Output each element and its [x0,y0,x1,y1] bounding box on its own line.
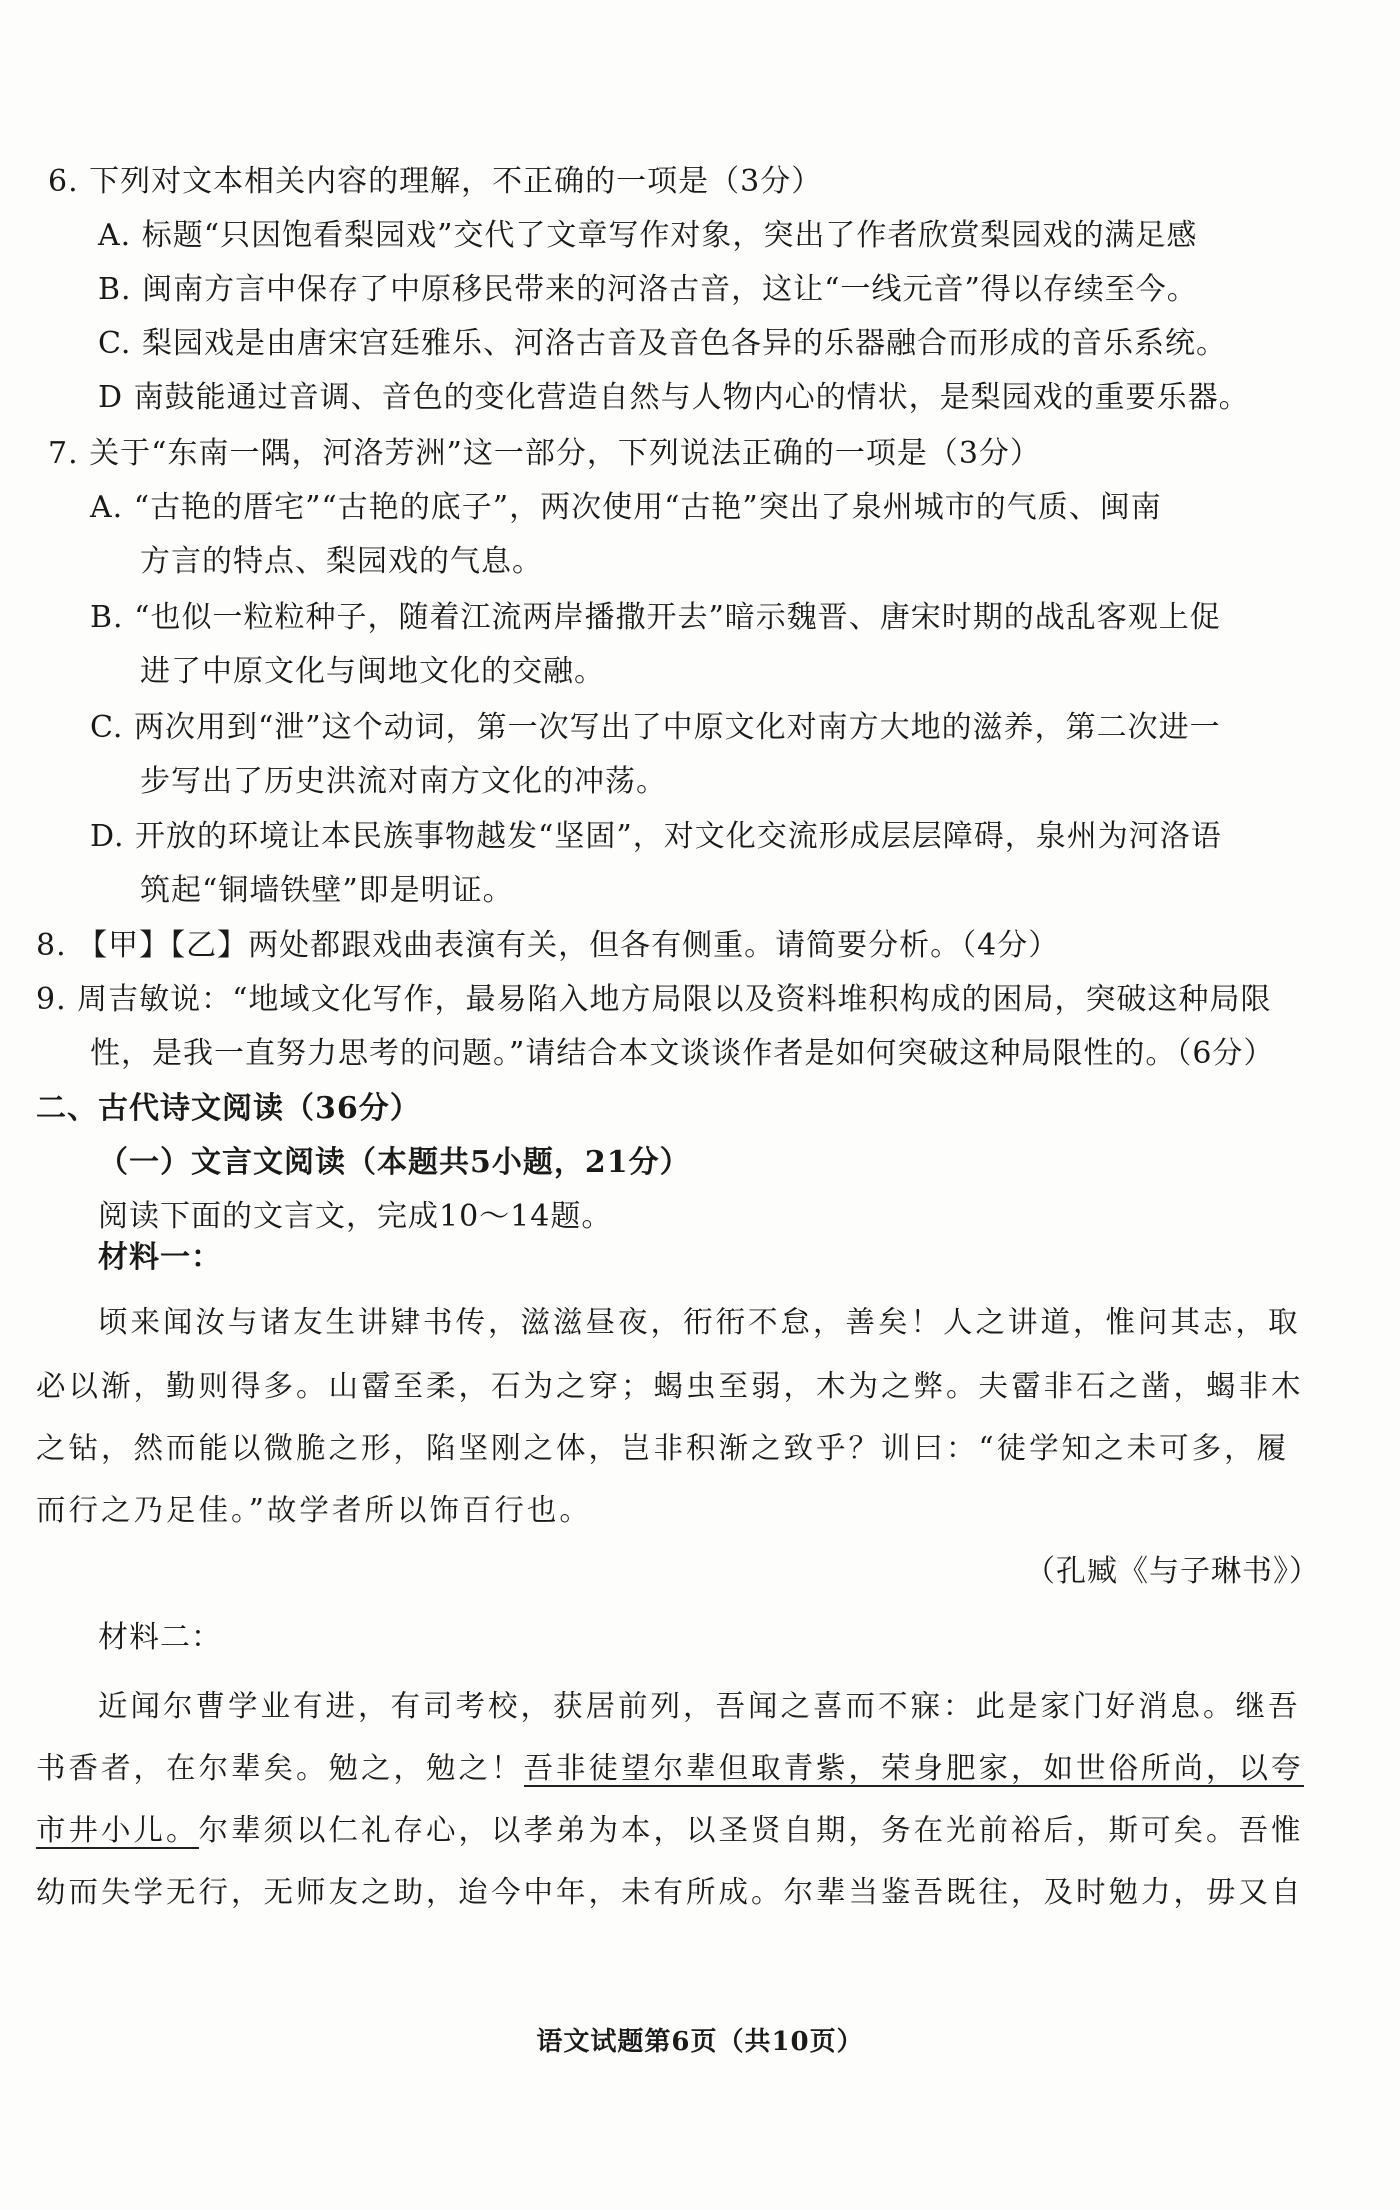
material2-label: 材料二： [98,1620,222,1655]
q7-option-a-line1: A. “古艳的厝宅”“古艳的底子”，两次使用“古艳”突出了泉州城市的气质、闽南 [90,490,1162,525]
q6-stem: 6. 下列对文本相关内容的理解，不正确的一项是（3分） [48,164,823,199]
q9-line2: 性，是我一直努力思考的问题。”请结合本文谈谈作者是如何突破这种局限性的。（6分） [90,1036,1275,1071]
q6-option-a: A. 标题“只因饱看梨园戏”交代了文章写作对象，突出了作者欣赏梨园戏的满足感 [98,218,1198,253]
material1-line1: 顷来闻汝与诸友生讲肄书传，滋滋昼夜，衎衎不怠，善矣！人之讲道，惟问其志，取 [98,1305,1301,1339]
material1-source: （孔臧《与子琳书》） [1025,1554,1320,1589]
instruction: 阅读下面的文言文，完成10～14题。 [98,1199,613,1234]
material2-line4: 幼而失学无行，无师友之助，迨今中年，未有所成。尔辈当鉴吾既往，及时勉力，毋又自 [36,1875,1304,1909]
q7-option-d-line2: 筑起“铜墙铁壁”即是明证。 [140,873,514,908]
q6-option-c: C. 梨园戏是由唐宋宫廷雅乐、河洛古音及音色各异的乐器融合而形成的音乐系统。 [98,326,1227,361]
q7-option-c-line2: 步写出了历史洪流对南方文化的冲荡。 [140,764,667,799]
underlined-sentence-part2: 市井小儿。 [36,1813,199,1847]
material1-line3: 之钻，然而能以微脆之形，陷坚刚之体，岂非积渐之致乎？训曰：“徒学知之未可多，履 [36,1431,1290,1465]
material2-line1: 近闻尔曹学业有进，有司考校，获居前列，吾闻之喜而不寐：此是家门好消息。继吾 [98,1689,1301,1723]
material2-line2 [36,1748,1304,1788]
subsection-title: （一）文言文阅读（本题共5小题，21分） [98,1145,691,1180]
section-title: 二、古代诗文阅读（36分） [36,1091,421,1126]
q7-option-d-line1: D. 开放的环境让本民族事物越发“坚固”，对文化交流形成层层障碍，泉州为河洛语 [90,819,1222,854]
q9-line1: 9. 周吉敏说：“地域文化写作，最易陷入地方局限以及资料堆积构成的困局，突破这种局限 [36,982,1272,1017]
q6-option-d: D 南鼓能通过音调、音色的变化营造自然与人物内心的情状，是梨园戏的重要乐器。 [98,380,1250,415]
material2-line3 [36,1810,1304,1850]
underlined-sentence-part1: 吾非徒望尔辈但取青紫，荣身肥家，如世俗所尚，以夸 [523,1751,1304,1785]
q7-option-a-line2: 方言的特点、梨园戏的气息。 [140,544,543,579]
q7-stem: 7. 关于“东南一隅，河洛芳洲”这一部分，下列说法正确的一项是（3分） [48,436,1041,471]
material2-line2-text: 书香者，在尔辈矣。勉之，勉之！ [36,1751,524,1785]
q7-option-c-line1: C. 两次用到“泄”这个动词，第一次写出了中原文化对南方大地的滋养，第二次进一 [90,710,1221,745]
q7-option-b-line1: B. “也似一粒粒种子，随着江流两岸播撒开去”暗示魏晋、唐宋时期的战乱客观上促 [90,600,1221,635]
material1-line4: 而行之乃足佳。”故学者所以饰百行也。 [36,1493,592,1527]
material2-line3-text: 尔辈须以仁礼存心，以孝弟为本，以圣贤自期，务在光前裕后，斯可矣。吾惟 [198,1813,1304,1847]
q8: 8. 【甲】【乙】两处都跟戏曲表演有关，但各有侧重。请简要分析。（4分） [36,928,1060,963]
page-footer: 语文试题第6页（共10页） [536,2027,864,2057]
material1-line2: 必以渐，勤则得多。山霤至柔，石为之穿；蝎虫至弱，木为之弊。夫霤非石之凿，蝎非木 [36,1369,1304,1403]
q6-option-b: B. 闽南方言中保存了中原移民带来的河洛古音，这让“一线元音”得以存续至今。 [98,272,1198,307]
material1-label: 材料一： [98,1240,222,1275]
q7-option-b-line2: 进了中原文化与闽地文化的交融。 [140,654,605,689]
